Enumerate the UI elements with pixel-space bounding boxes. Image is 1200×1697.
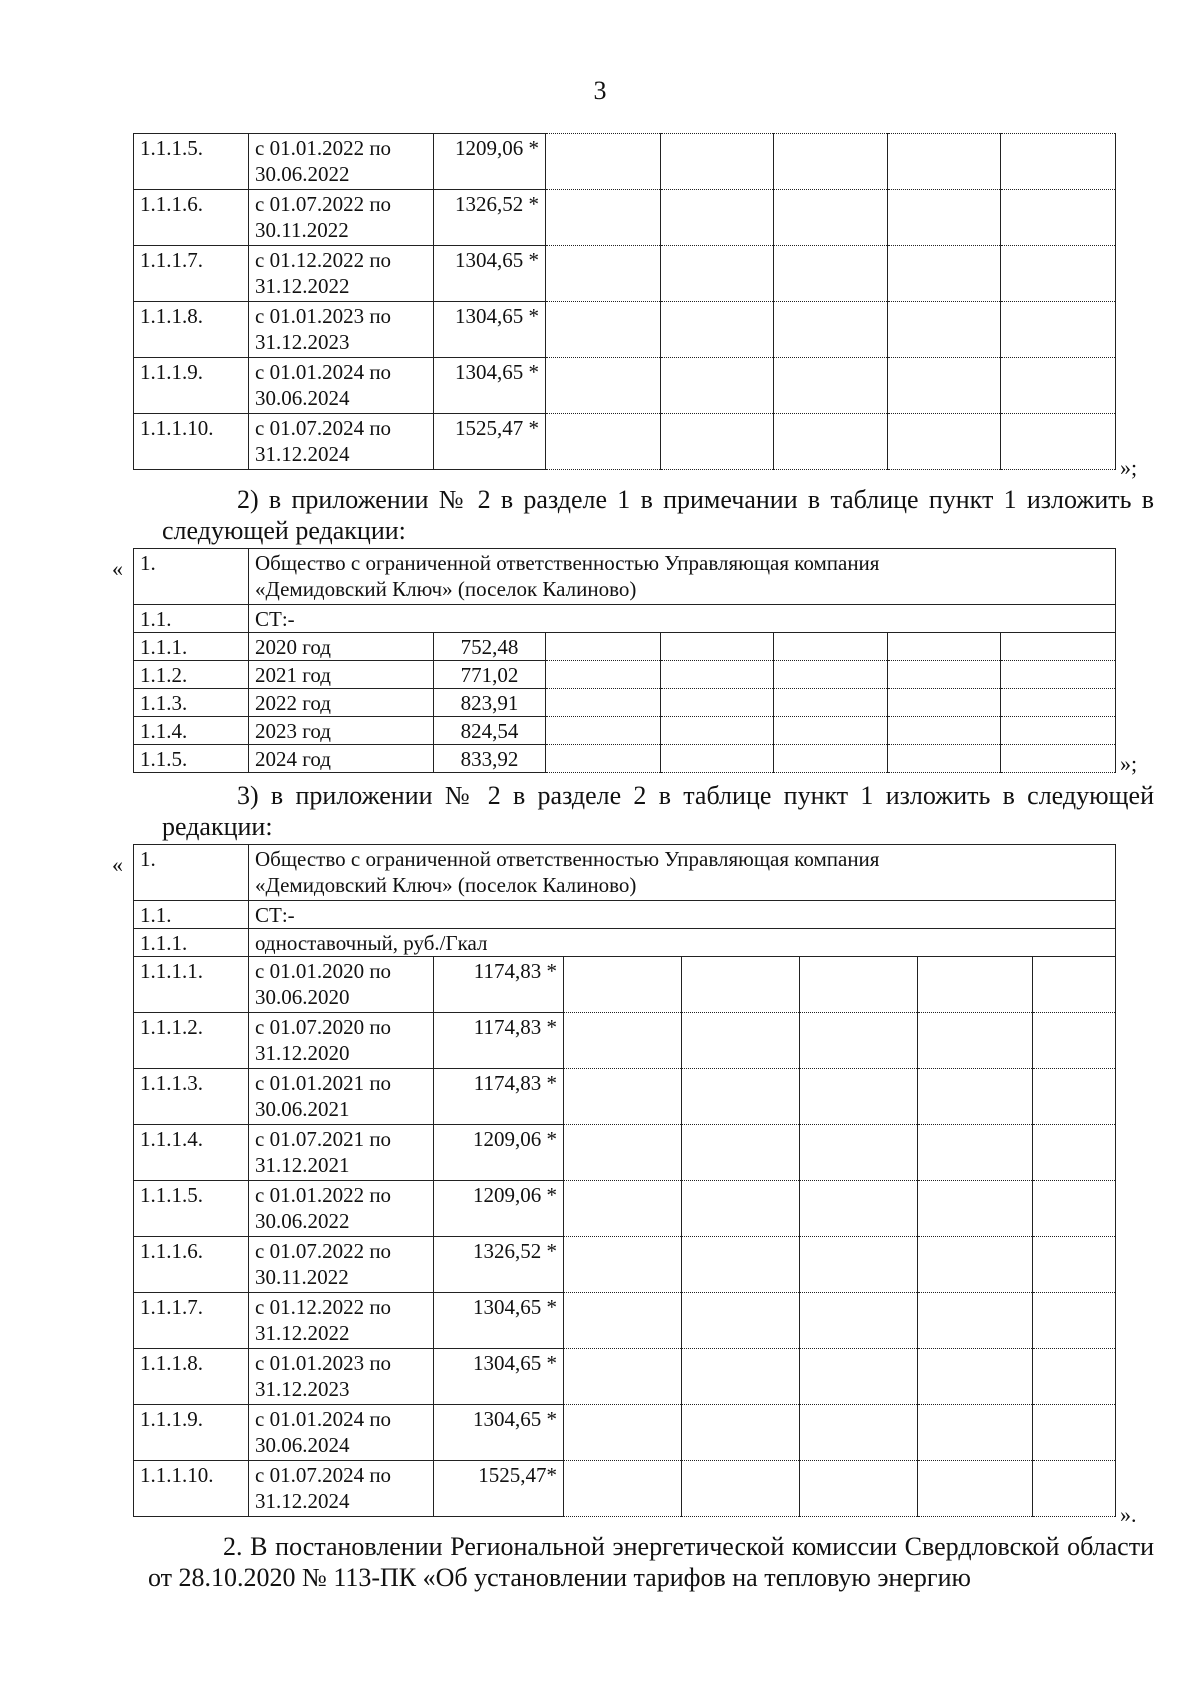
empty-cell bbox=[682, 1181, 800, 1237]
empty-cell bbox=[682, 1237, 800, 1293]
row-code: 1.1.1.6. bbox=[134, 1237, 249, 1293]
empty-cell bbox=[661, 134, 774, 190]
row-year: 2024 год bbox=[249, 745, 434, 773]
empty-cell bbox=[1033, 1349, 1116, 1405]
empty-cell bbox=[1033, 1405, 1116, 1461]
empty-cell bbox=[774, 134, 888, 190]
row-code: 1.1.1.1. bbox=[134, 957, 249, 1013]
empty-cell bbox=[800, 1349, 918, 1405]
tariff-row bbox=[134, 1125, 1116, 1181]
empty-cell bbox=[774, 190, 888, 246]
row-code: 1.1.4. bbox=[134, 717, 249, 745]
empty-cell bbox=[1033, 1013, 1116, 1069]
empty-cell bbox=[564, 1405, 682, 1461]
org-code: 1. bbox=[134, 549, 249, 605]
row-period bbox=[249, 1405, 434, 1461]
row-code: 1.1.1. bbox=[134, 633, 249, 661]
empty-cell bbox=[1001, 302, 1116, 358]
empty-cell bbox=[682, 1069, 800, 1125]
period-start: с 01.07.2020 по bbox=[255, 1015, 392, 1039]
empty-cell bbox=[682, 1013, 800, 1069]
empty-cell bbox=[774, 302, 888, 358]
sub-label: СТ:- bbox=[249, 901, 1116, 929]
row-value: 1304,65 * bbox=[434, 358, 546, 414]
empty-cell bbox=[661, 745, 774, 773]
row-value: 824,54 bbox=[434, 717, 546, 745]
row-period bbox=[249, 1069, 434, 1125]
sub-row bbox=[134, 605, 1116, 633]
amendment-paragraph-3-text: 3) в приложении № 2 в разделе 2 в таблице пункт 1 изложить в следующей редакции: bbox=[162, 781, 1154, 841]
row-period bbox=[249, 1461, 434, 1517]
empty-cell bbox=[546, 633, 661, 661]
empty-cell bbox=[774, 661, 888, 689]
empty-cell bbox=[800, 1293, 918, 1349]
empty-cell bbox=[888, 717, 1001, 745]
empty-cell bbox=[564, 1349, 682, 1405]
row-code: 1.1.1.9. bbox=[134, 1405, 249, 1461]
tariff-row bbox=[134, 1069, 1116, 1125]
period-end: 31.12.2022 bbox=[255, 1321, 350, 1345]
tariff-row bbox=[134, 190, 1116, 246]
empty-cell bbox=[546, 717, 661, 745]
tariff-row bbox=[134, 1013, 1116, 1069]
row-code: 1.1.1.2. bbox=[134, 1013, 249, 1069]
empty-cell bbox=[546, 414, 661, 470]
empty-cell bbox=[774, 745, 888, 773]
empty-cell bbox=[888, 661, 1001, 689]
empty-cell bbox=[1033, 957, 1116, 1013]
table2-open-quote: « bbox=[112, 556, 123, 581]
empty-cell bbox=[888, 246, 1001, 302]
row-code: 1.1.1.6. bbox=[134, 190, 249, 246]
row-period bbox=[249, 302, 434, 358]
empty-cell bbox=[661, 414, 774, 470]
empty-cell bbox=[774, 689, 888, 717]
empty-cell bbox=[1001, 717, 1116, 745]
empty-cell bbox=[564, 1293, 682, 1349]
row-value: 1209,06 * bbox=[434, 1125, 564, 1181]
page-number: 3 bbox=[593, 76, 607, 105]
org-name bbox=[249, 549, 1116, 605]
org-name-line1: Общество с ограниченной ответственностью Управляющая компания bbox=[255, 551, 880, 575]
period-end: 31.12.2021 bbox=[255, 1153, 350, 1177]
empty-cell bbox=[800, 1405, 918, 1461]
year-row bbox=[134, 717, 1116, 745]
row-value: 823,91 bbox=[434, 689, 546, 717]
table2-closing-mark: »; bbox=[1120, 751, 1138, 776]
period-start: с 01.01.2020 по bbox=[255, 959, 392, 983]
row-period bbox=[249, 957, 434, 1013]
tariff-table-continued bbox=[133, 133, 1116, 470]
empty-cell bbox=[1033, 1461, 1116, 1517]
amendment-paragraph-4-text: 2. В постановлении Региональной энергетической комиссии Свердловской области от 28.10.2020 № 113-ПК «Об установлении тарифов на тепловую энергию bbox=[148, 1532, 1154, 1592]
tariff-row bbox=[134, 1293, 1116, 1349]
sub-code: 1.1. bbox=[134, 901, 249, 929]
empty-cell bbox=[564, 1461, 682, 1517]
tariff-row bbox=[134, 1181, 1116, 1237]
empty-cell bbox=[661, 302, 774, 358]
period-end: 30.06.2024 bbox=[255, 1433, 350, 1457]
row-code: 1.1.1.10. bbox=[134, 414, 249, 470]
period-start: с 01.07.2022 по bbox=[255, 192, 392, 216]
period-end: 31.12.2023 bbox=[255, 330, 350, 354]
empty-cell bbox=[774, 414, 888, 470]
row-year: 2022 год bbox=[249, 689, 434, 717]
period-end: 31.12.2022 bbox=[255, 274, 350, 298]
empty-cell bbox=[1001, 246, 1116, 302]
empty-cell bbox=[564, 1069, 682, 1125]
empty-cell bbox=[546, 661, 661, 689]
rate-code: 1.1.1. bbox=[134, 929, 249, 957]
empty-cell bbox=[774, 246, 888, 302]
period-start: с 01.07.2021 по bbox=[255, 1127, 392, 1151]
empty-cell bbox=[1033, 1069, 1116, 1125]
empty-cell bbox=[800, 1237, 918, 1293]
empty-cell bbox=[774, 633, 888, 661]
empty-cell bbox=[546, 745, 661, 773]
empty-cell bbox=[661, 689, 774, 717]
row-value: 1326,52 * bbox=[434, 1237, 564, 1293]
empty-cell bbox=[661, 358, 774, 414]
org-name-line1: Общество с ограниченной ответственностью Управляющая компания bbox=[255, 847, 880, 871]
row-code: 1.1.1.3. bbox=[134, 1069, 249, 1125]
tariff-table-section2 bbox=[133, 844, 1116, 1517]
empty-cell bbox=[1001, 689, 1116, 717]
row-period bbox=[249, 358, 434, 414]
row-value: 1304,65 * bbox=[434, 302, 546, 358]
row-code: 1.1.1.9. bbox=[134, 358, 249, 414]
empty-cell bbox=[918, 1461, 1033, 1517]
empty-cell bbox=[1001, 661, 1116, 689]
period-start: с 01.12.2022 по bbox=[255, 1295, 392, 1319]
period-start: с 01.01.2024 по bbox=[255, 1407, 392, 1431]
empty-cell bbox=[1033, 1293, 1116, 1349]
year-row bbox=[134, 661, 1116, 689]
empty-cell bbox=[661, 190, 774, 246]
period-end: 30.06.2021 bbox=[255, 1097, 350, 1121]
empty-cell bbox=[918, 1237, 1033, 1293]
row-code: 1.1.1.10. bbox=[134, 1461, 249, 1517]
org-name-line2: «Демидовский Ключ» (поселок Калиново) bbox=[255, 873, 637, 897]
period-start: с 01.01.2024 по bbox=[255, 360, 392, 384]
empty-cell bbox=[774, 717, 888, 745]
tariff-row bbox=[134, 134, 1116, 190]
row-period bbox=[249, 246, 434, 302]
period-start: с 01.12.2022 по bbox=[255, 248, 392, 272]
org-code: 1. bbox=[134, 845, 249, 901]
empty-cell bbox=[1001, 190, 1116, 246]
row-year: 2023 год bbox=[249, 717, 434, 745]
row-code: 1.1.5. bbox=[134, 745, 249, 773]
period-start: с 01.01.2022 по bbox=[255, 136, 392, 160]
row-value: 752,48 bbox=[434, 633, 546, 661]
period-start: с 01.01.2023 по bbox=[255, 304, 392, 328]
amendment-paragraph-2 bbox=[162, 484, 1154, 546]
table3-closing-mark: ». bbox=[1120, 1502, 1137, 1527]
row-year: 2020 год bbox=[249, 633, 434, 661]
amendment-paragraph-2-text: 2) в приложении № 2 в разделе 1 в примечании в таблице пункт 1 изложить в следующей редакции: bbox=[162, 485, 1154, 545]
empty-cell bbox=[546, 302, 661, 358]
empty-cell bbox=[888, 134, 1001, 190]
row-period bbox=[249, 190, 434, 246]
empty-cell bbox=[888, 302, 1001, 358]
tariff-row bbox=[134, 1237, 1116, 1293]
period-end: 31.12.2020 bbox=[255, 1041, 350, 1065]
row-code: 1.1.1.4. bbox=[134, 1125, 249, 1181]
period-end: 30.06.2022 bbox=[255, 1209, 350, 1233]
tariff-row bbox=[134, 358, 1116, 414]
empty-cell bbox=[888, 358, 1001, 414]
period-start: с 01.01.2023 по bbox=[255, 1351, 392, 1375]
empty-cell bbox=[1001, 414, 1116, 470]
empty-cell bbox=[918, 1069, 1033, 1125]
row-value: 1174,83 * bbox=[434, 1069, 564, 1125]
empty-cell bbox=[546, 689, 661, 717]
empty-cell bbox=[682, 1461, 800, 1517]
year-row bbox=[134, 689, 1116, 717]
period-end: 30.06.2020 bbox=[255, 985, 350, 1009]
empty-cell bbox=[682, 1405, 800, 1461]
period-end: 30.11.2022 bbox=[255, 1265, 349, 1289]
period-start: с 01.07.2024 по bbox=[255, 1463, 392, 1487]
empty-cell bbox=[564, 1125, 682, 1181]
empty-cell bbox=[661, 717, 774, 745]
amendment-paragraph-3 bbox=[162, 780, 1154, 842]
empty-cell bbox=[682, 957, 800, 1013]
row-period bbox=[249, 1013, 434, 1069]
period-end: 31.12.2024 bbox=[255, 442, 350, 466]
row-code: 1.1.1.7. bbox=[134, 246, 249, 302]
empty-cell bbox=[1033, 1237, 1116, 1293]
empty-cell bbox=[918, 1013, 1033, 1069]
empty-cell bbox=[1033, 1125, 1116, 1181]
empty-cell bbox=[918, 1349, 1033, 1405]
row-value: 833,92 bbox=[434, 745, 546, 773]
empty-cell bbox=[546, 190, 661, 246]
row-code: 1.1.1.7. bbox=[134, 1293, 249, 1349]
tariff-row bbox=[134, 1349, 1116, 1405]
row-year: 2021 год bbox=[249, 661, 434, 689]
row-period bbox=[249, 134, 434, 190]
amendment-paragraph-4 bbox=[148, 1531, 1154, 1593]
year-row bbox=[134, 745, 1116, 773]
empty-cell bbox=[661, 661, 774, 689]
org-name bbox=[249, 845, 1116, 901]
row-code: 1.1.2. bbox=[134, 661, 249, 689]
row-value: 771,02 bbox=[434, 661, 546, 689]
empty-cell bbox=[546, 134, 661, 190]
empty-cell bbox=[564, 1013, 682, 1069]
empty-cell bbox=[888, 633, 1001, 661]
row-value: 1304,65 * bbox=[434, 246, 546, 302]
empty-cell bbox=[1033, 1181, 1116, 1237]
period-end: 31.12.2023 bbox=[255, 1377, 350, 1401]
empty-cell bbox=[918, 1125, 1033, 1181]
period-end: 30.11.2022 bbox=[255, 218, 349, 242]
rate-row bbox=[134, 929, 1116, 957]
row-value: 1304,65 * bbox=[434, 1293, 564, 1349]
period-start: с 01.07.2024 по bbox=[255, 416, 392, 440]
period-start: с 01.01.2021 по bbox=[255, 1071, 392, 1095]
empty-cell bbox=[564, 957, 682, 1013]
empty-cell bbox=[888, 190, 1001, 246]
sub-code: 1.1. bbox=[134, 605, 249, 633]
empty-cell bbox=[918, 1293, 1033, 1349]
empty-cell bbox=[1001, 134, 1116, 190]
empty-cell bbox=[661, 633, 774, 661]
tariff-row bbox=[134, 957, 1116, 1013]
empty-cell bbox=[682, 1349, 800, 1405]
empty-cell bbox=[888, 689, 1001, 717]
row-value: 1525,47* bbox=[434, 1461, 564, 1517]
table1-closing-mark: »; bbox=[1120, 455, 1138, 480]
empty-cell bbox=[682, 1293, 800, 1349]
period-end: 30.06.2022 bbox=[255, 162, 350, 186]
org-row bbox=[134, 845, 1116, 901]
tariff-row bbox=[134, 1461, 1116, 1517]
empty-cell bbox=[888, 414, 1001, 470]
row-code: 1.1.1.5. bbox=[134, 1181, 249, 1237]
tariff-row bbox=[134, 1405, 1116, 1461]
empty-cell bbox=[564, 1181, 682, 1237]
empty-cell bbox=[661, 246, 774, 302]
tariff-row bbox=[134, 302, 1116, 358]
empty-cell bbox=[546, 358, 661, 414]
row-value: 1174,83 * bbox=[434, 1013, 564, 1069]
row-value: 1209,06 * bbox=[434, 1181, 564, 1237]
row-period bbox=[249, 1181, 434, 1237]
row-period bbox=[249, 1125, 434, 1181]
tariff-row bbox=[134, 414, 1116, 470]
empty-cell bbox=[800, 1125, 918, 1181]
empty-cell bbox=[1001, 633, 1116, 661]
row-value: 1326,52 * bbox=[434, 190, 546, 246]
row-period bbox=[249, 1293, 434, 1349]
row-code: 1.1.1.8. bbox=[134, 302, 249, 358]
empty-cell bbox=[800, 1461, 918, 1517]
empty-cell bbox=[800, 957, 918, 1013]
row-value: 1525,47 * bbox=[434, 414, 546, 470]
sub-row bbox=[134, 901, 1116, 929]
row-value: 1304,65 * bbox=[434, 1405, 564, 1461]
empty-cell bbox=[918, 1181, 1033, 1237]
empty-cell bbox=[800, 1181, 918, 1237]
sub-label: СТ:- bbox=[249, 605, 1116, 633]
empty-cell bbox=[1001, 358, 1116, 414]
row-value: 1304,65 * bbox=[434, 1349, 564, 1405]
empty-cell bbox=[918, 1405, 1033, 1461]
empty-cell bbox=[800, 1013, 918, 1069]
empty-cell bbox=[888, 745, 1001, 773]
empty-cell bbox=[682, 1125, 800, 1181]
row-code: 1.1.1.8. bbox=[134, 1349, 249, 1405]
empty-cell bbox=[774, 358, 888, 414]
tariff-row bbox=[134, 246, 1116, 302]
period-start: с 01.01.2022 по bbox=[255, 1183, 392, 1207]
empty-cell bbox=[546, 246, 661, 302]
org-name-line2: «Демидовский Ключ» (поселок Калиново) bbox=[255, 577, 637, 601]
empty-cell bbox=[918, 957, 1033, 1013]
period-start: с 01.07.2022 по bbox=[255, 1239, 392, 1263]
row-value: 1209,06 * bbox=[434, 134, 546, 190]
period-end: 31.12.2024 bbox=[255, 1489, 350, 1513]
empty-cell bbox=[564, 1237, 682, 1293]
rate-label: одноставочный, руб./Гкал bbox=[249, 929, 1116, 957]
row-code: 1.1.3. bbox=[134, 689, 249, 717]
row-value: 1174,83 * bbox=[434, 957, 564, 1013]
note-table bbox=[133, 548, 1116, 773]
row-period bbox=[249, 1349, 434, 1405]
row-period bbox=[249, 1237, 434, 1293]
table3-open-quote: « bbox=[112, 852, 123, 877]
empty-cell bbox=[1001, 745, 1116, 773]
year-row bbox=[134, 633, 1116, 661]
row-period bbox=[249, 414, 434, 470]
empty-cell bbox=[800, 1069, 918, 1125]
period-end: 30.06.2024 bbox=[255, 386, 350, 410]
org-row bbox=[134, 549, 1116, 605]
row-code: 1.1.1.5. bbox=[134, 134, 249, 190]
